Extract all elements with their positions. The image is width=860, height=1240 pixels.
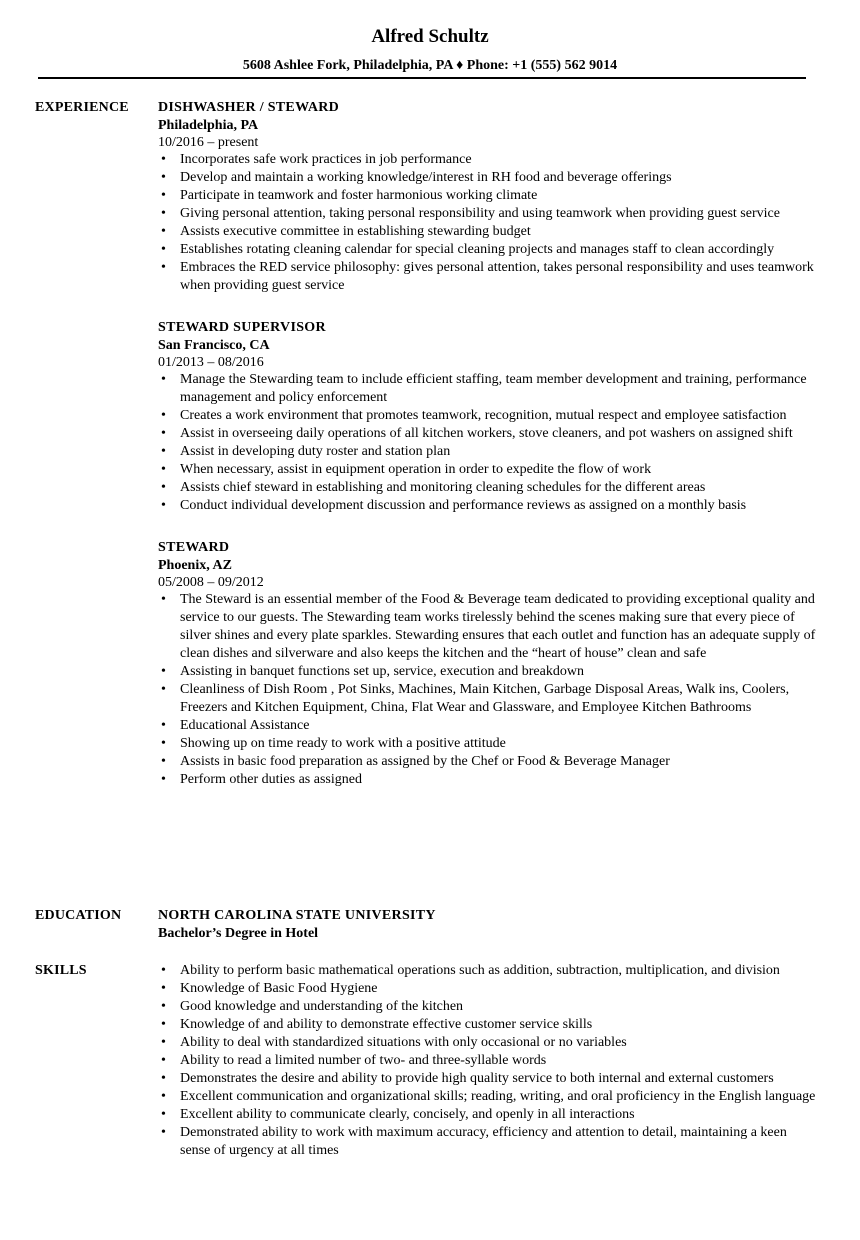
list-item: • Good knowledge and understanding of the kitchen	[158, 998, 818, 1016]
list-item: • Assists executive committee in establishing stewarding budget	[158, 223, 818, 241]
school-name: NORTH CAROLINA STATE UNIVERSITY	[158, 908, 436, 923]
education-label: EDUCATION	[35, 908, 122, 923]
list-item: • Knowledge of Basic Food Hygiene	[158, 980, 818, 998]
list-item: • Conduct individual development discussion and performance reviews as assigned on a monthly basis	[158, 497, 818, 515]
degree: Bachelor’s Degree in Hotel	[158, 926, 319, 941]
list-item: • Demonstrates the desire and ability to provide high quality service to both internal and external customers	[158, 1070, 818, 1088]
job-bullets	[158, 591, 818, 789]
list-item: • Giving personal attention, taking personal responsibility and using teamwork when providing guest service	[158, 205, 818, 223]
education-body	[158, 907, 818, 943]
job-entry	[158, 99, 818, 295]
list-item: • Ability to perform basic mathematical operations such as addition, subtraction, multiplication, and division	[158, 962, 818, 980]
job-location: San Francisco, CA	[158, 338, 270, 353]
list-item: • Assists in basic food preparation as assigned by the Chef or Food & Beverage Manager	[158, 753, 818, 771]
list-item: • Showing up on time ready to work with a positive attitude	[158, 735, 818, 753]
contact-line: 5608 Ashlee Fork, Philadelphia, PA ♦ Phone: +1 (555) 562 9014	[242, 58, 618, 73]
list-item: • Perform other duties as assigned	[158, 771, 818, 789]
list-item: • Demonstrated ability to work with maximum accuracy, efficiency and attention to detail, maintaining a keen sense of urgency at all times	[158, 1124, 818, 1160]
experience-body	[158, 99, 818, 807]
job-dates: 01/2013 – 08/2016	[158, 355, 264, 370]
resume-header	[0, 0, 860, 75]
job-entry	[158, 319, 818, 515]
list-item: • Knowledge of and ability to demonstrate effective customer service skills	[158, 1016, 818, 1034]
job-title: STEWARD	[158, 540, 230, 555]
job-title: DISHWASHER / STEWARD	[158, 100, 340, 115]
skills-label: SKILLS	[35, 963, 87, 978]
list-item: • Cleanliness of Dish Room , Pot Sinks, Machines, Main Kitchen, Garbage Disposal Areas, Walk ins, Coolers, Freezers and Kitchen Equipment, China, Flat Wear and Glassware, and Employee Kitchen Bathrooms	[158, 681, 818, 717]
list-item: • The Steward is an essential member of the Food & Beverage team dedicated to providing exceptional quality and service to our guests. The Stewarding team works tirelessly behind the scenes making sure that every piece of silver shines and every plate sparkles. Stewarding ensures that each outlet and function has an adequate supply of clean dishes and silverware and also keeps the kitchen and the “heart of house” clean and safe	[158, 591, 818, 663]
list-item: • Educational Assistance	[158, 717, 818, 735]
list-item: • Manage the Stewarding team to include efficient staffing, team member development and training, performance management and policy enforcement	[158, 371, 818, 407]
job-bullets	[158, 371, 818, 515]
list-item: • Establishes rotating cleaning calendar for special cleaning projects and manages staff to clean accordingly	[158, 241, 818, 259]
list-item: • Assist in developing duty roster and station plan	[158, 443, 818, 461]
header-divider	[38, 77, 806, 79]
list-item: • Assisting in banquet functions set up, service, execution and breakdown	[158, 663, 818, 681]
list-item: • Excellent communication and organizational skills; reading, writing, and oral proficiency in the English language	[158, 1088, 818, 1106]
list-item: • Embraces the RED service philosophy: gives personal attention, takes personal responsibility and uses teamwork when providing guest service	[158, 259, 818, 295]
list-item: • Assists chief steward in establishing and monitoring cleaning schedules for the different areas	[158, 479, 818, 497]
candidate-name: Alfred Schultz	[371, 26, 489, 47]
job-title: STEWARD SUPERVISOR	[158, 320, 326, 335]
list-item: • Ability to deal with standardized situations with only occasional or no variables	[158, 1034, 818, 1052]
list-item: • Creates a work environment that promotes teamwork, recognition, mutual respect and employee satisfaction	[158, 407, 818, 425]
list-item: • When necessary, assist in equipment operation in order to expedite the flow of work	[158, 461, 818, 479]
job-location: Philadelphia, PA	[158, 118, 259, 133]
list-item: • Participate in teamwork and foster harmonious working climate	[158, 187, 818, 205]
skills-list	[158, 962, 818, 1160]
skills-body	[158, 962, 818, 1160]
job-location: Phoenix, AZ	[158, 558, 232, 573]
job-dates: 05/2008 – 09/2012	[158, 575, 264, 590]
list-item: • Develop and maintain a working knowledge/interest in RH food and beverage offerings	[158, 169, 818, 187]
experience-label: EXPERIENCE	[35, 100, 129, 115]
job-entry	[158, 539, 818, 789]
list-item: • Ability to read a limited number of two- and three-syllable words	[158, 1052, 818, 1070]
list-item: • Assist in overseeing daily operations of all kitchen workers, stove cleaners, and pot washers on assigned shift	[158, 425, 818, 443]
list-item: • Excellent ability to communicate clearly, concisely, and openly in all interactions	[158, 1106, 818, 1124]
list-item: • Incorporates safe work practices in job performance	[158, 151, 818, 169]
job-bullets	[158, 151, 818, 295]
job-dates: 10/2016 – present	[158, 135, 259, 150]
